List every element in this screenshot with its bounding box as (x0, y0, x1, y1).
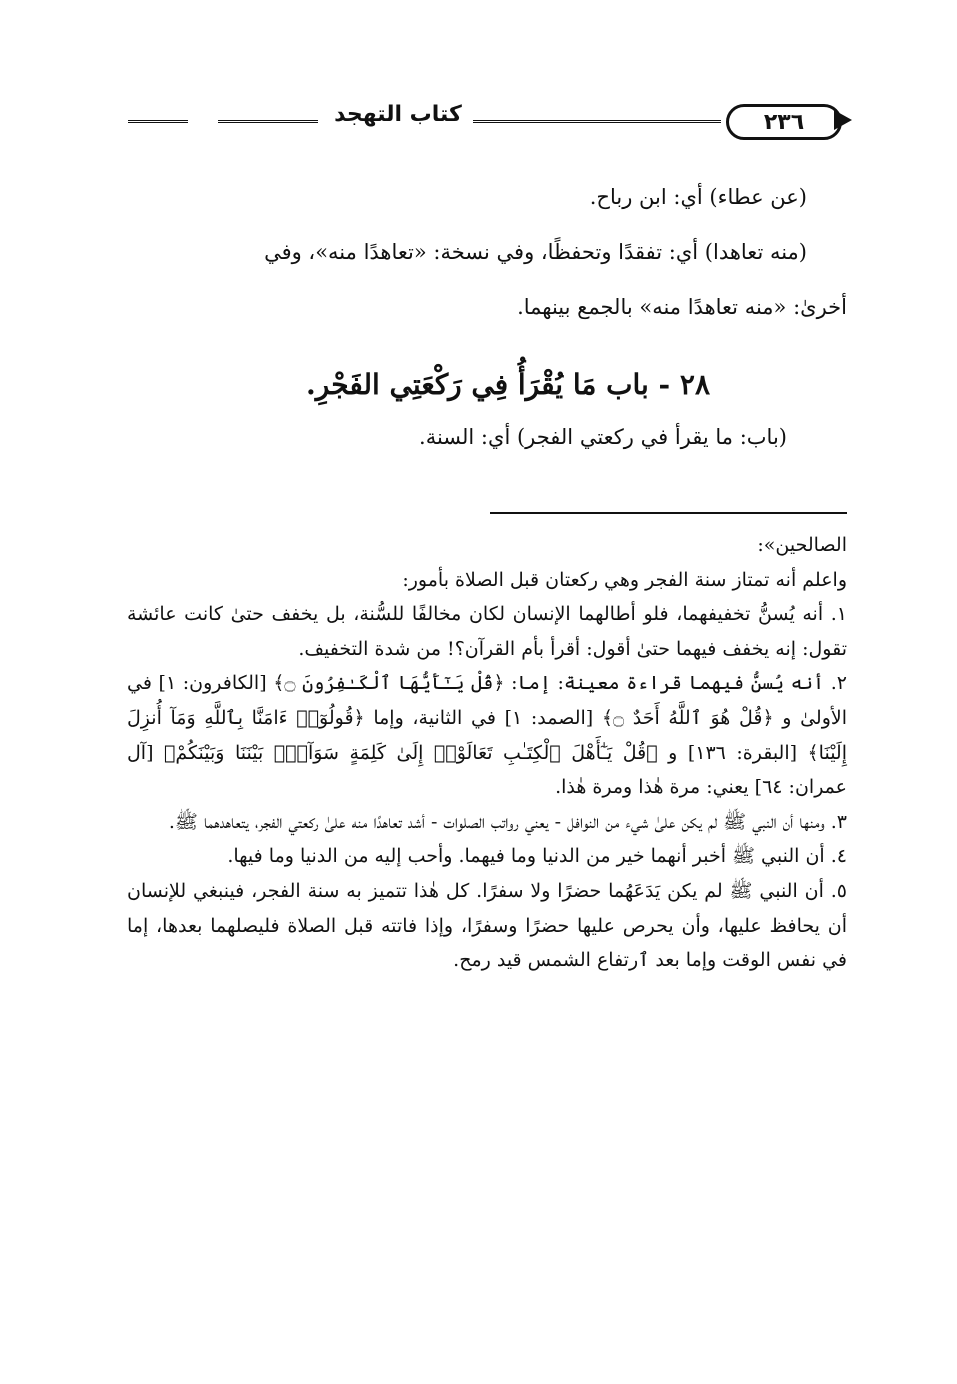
header-rule-left (128, 120, 188, 123)
footnote-item-3: ٣. ومنها أن النبي ﷺ لم يكن علىٰ شيء من النوافل - يعني رواتب الصلوات - أشد تعاهدًا منه علىٰ ركعتي الفجر، يتعاهدهما ﷺ. (168, 810, 847, 833)
chapter-note: (باب: ما يقرأ في ركعتي الفجر) أي: السنة. (419, 425, 787, 449)
header-rule-mid-left (218, 120, 318, 123)
upper-commentary (127, 170, 847, 335)
commentary-line-1: (عن عطاء) أي: ابن رباح. (589, 185, 807, 209)
footnote-item-1: ١. أنه يُسنُّ تخفيفهما، فلو أطالهما الإنسان لكان مخالفًا للسُّنة، بل يخفف حتىٰ كانت عائشة تقول: إنه يخفف فيهما حتىٰ أقول: أقرأ بأم القرآن؟! من شدة التخفيف. (127, 603, 847, 660)
header-rule-right (473, 120, 721, 123)
header-arrow-icon (834, 110, 852, 130)
footnote-item-2: ٢. أنه يُسنُّ فيهما قراءة معينة: إما: ﴿قُلْ يَـٰٓأَيُّهَا ٱلْكَـٰفِرُونَ ۝﴾ [الكافرون: ١] في الأولىٰ و ﴿قُلْ هُوَ ٱللَّهُ أَحَدٌ ۝﴾ [الصمد: ١] في الثانية، وإما ﴿قُولُوٓا۟ ءَامَنَّا بِٱللَّهِ وَمَآ أُنزِلَ إِلَيْنَا﴾ [البقرة: ١٣٦] و ﴿قُلْ يَـٰٓأَهْلَ ٱلْكِتَـٰبِ تَعَالَوْا۟ إِلَىٰ كَلِمَةٍ سَوَآءٍۭ بَيْنَنَا وَبَيْنَكُمْ﴾ [آل عمران: ٦٤] يعني: مرة هٰذا ومرة هٰذا. (127, 672, 848, 799)
page-number-badge (726, 104, 842, 140)
book-title: كتاب التهجد (334, 102, 462, 127)
footnote-item-5: ٥. أن النبي ﷺ لم يكن يَدَعَهُما حضرًا ولا سفرًا. كل هٰذا تتميز به سنة الفجر، فينبغي للإنسان أن يحافظ عليها، وأن يحرص عليها حضرًا وسفرًا، وإذا فاتته قبل الصلاة فليصلهما بعدها، إما في نفس الوقت وإما بعد ٱرتفاع الشمس قيد رمح. (127, 879, 847, 972)
footnote-intro: واعلم أنه تمتاز سنة الفجر وهي ركعتان قبل الصلاة بأمور: (402, 568, 847, 591)
page-header (128, 100, 848, 140)
commentary-line-2: (منه تعاهدا) أي: تفقدًا وتحفظًا، وفي نسخة: «تعاهدًا منه»، وفي (264, 240, 807, 264)
footnote-continuation: الصالحين»: (757, 534, 847, 556)
footnotes (127, 528, 847, 978)
footnote-separator (490, 512, 847, 514)
footnote-item-4: ٤. أن النبي ﷺ أخبر أنهما خير من الدنيا وما فيهما. وأحب إليه من الدنيا وما فيها. (227, 845, 847, 868)
commentary-line-3: أخرىٰ: «منه تعاهدًا منه» بالجمع بينهما. (517, 295, 847, 319)
chapter-heading: ٢٨ - باب مَا يُقْرَأُ فِي رَكْعَتِي الفَجْرِ. (306, 368, 710, 401)
page-number: ٢٣٦ (763, 109, 805, 135)
